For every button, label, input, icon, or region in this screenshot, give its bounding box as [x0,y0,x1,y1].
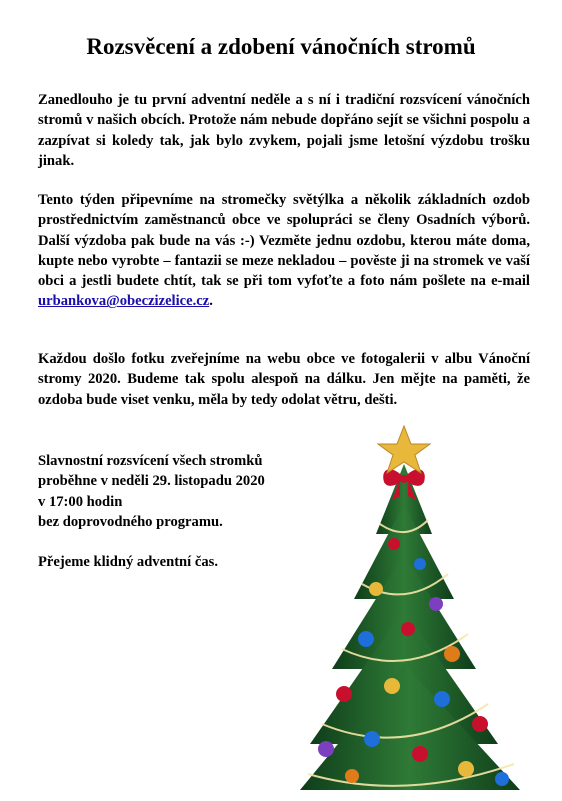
paragraph-gallery: Každou došlo fotku zveřejníme na webu obce ve fotogalerii v albu Vánoční stromy 2020. Budeme tak spolu alespoň na dálku. Jen mějte na paměti, že ozdoba bude viset venku, měla by tedy odolat větru, dešti. [38,351,530,408]
paragraph-decoration [38,190,530,312]
paragraph-intro: Zanedlouho je tu první adventní neděle a s ní i tradiční rozsvícení vánočních stromů v našich obcích. Protože nám nebude dopřáno sejít se všichni pospolu a zazpívat si koledy tak, jak bylo zvykem, pojali jsme letošní výzdobu trošku jinak. [38,92,530,169]
email-link[interactable]: urbankova@obeczizelice.cz [38,293,210,310]
event-info [38,451,338,532]
christmas-tree-image [296,424,528,794]
event-info-line: bez doprovodného programu. [38,513,223,530]
event-info-line: v 17:00 hodin [38,493,123,510]
paragraph-decoration-end: . [209,293,213,310]
page-title: Rozsvěcení a zdobení vánočních stromů [86,34,476,59]
closing-wish: Přejeme klidný adventní čas. [38,554,218,570]
paragraph-decoration-text: Tento týden připevníme na stromečky světýlka a několik základních ozdob prostřednictvím zaměstnanců obce ve spolupráci se členy Osadních výborů. Další výzdoba pak bude na vás :-) Vezměte jednu ozdobu, kterou máte doma, kupte nebo vyrobte – fantazii se meze nekladou – pověste ji na stromek ve vaší obci a jestli budete chtít, tak se při tom vyfoťte a foto nám pošlete na e-mail [38,192,530,290]
event-info-line: proběhne v neděli 29. listopadu 2020 [38,473,265,490]
event-info-line: Slavnostní rozsvícení všech stromků [38,453,263,469]
